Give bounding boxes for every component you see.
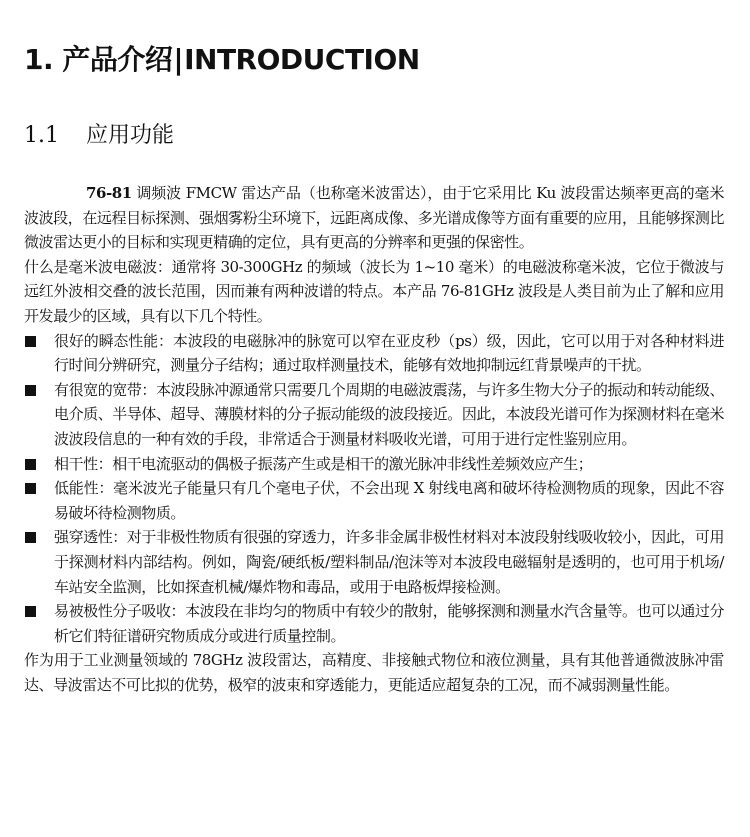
feature-list [24, 329, 724, 649]
feature-text: 低能性：毫米波光子能量只有几个毫电子伏，不会出现 X 射线电离和破坏待检测物质的现象，因此不容易破坏待检测物质。 [54, 479, 724, 522]
section-title: 1. 产品介绍 [24, 43, 173, 76]
section-separator: | [173, 43, 184, 76]
conclusion-paragraph: 作为用于工业测量领域的 78GHz 波段雷达，高精度、非接触式物位和液位测量，具有其他普通微波脉冲雷达、导波雷达不可比拟的优势，极窄的波束和穿透能力，更能适应超复杂的工况，而不减弱测量性能。 [24, 651, 724, 694]
body-content [24, 181, 724, 697]
feature-text: 有很宽的宽带：本波段脉冲源通常只需要几个周期的电磁波震荡，与许多生物大分子的振动和转动能级、电介质、半导体、超导、薄膜材料的分子振动能级的波段接近。因此，本波段光谱可作为探测材料在毫米波波段信息的一种有效的手段，非常适合于测量材料吸收光谱，可用于进行定性鉴别应用。 [54, 380, 724, 448]
subsection-heading [24, 120, 174, 152]
intro-paragraph [24, 181, 724, 255]
intro-text: 调频波 FMCW 雷达产品（也称毫米波雷达），由于它采用比 Ku 波段雷达频率更高的毫米波波段，在远程目标探测、强烟雾粉尘环境下，远距离成像、多光谱成像等方面有重要的应用，且能够探测比微波雷达更小的目标和实现更精确的定位，具有更高的分辨率和更强的保密性。 [24, 184, 724, 252]
list-item [24, 378, 724, 452]
square-bullet-icon [25, 336, 36, 347]
square-bullet-icon [25, 459, 36, 470]
section-title-en: INTRODUCTION [184, 43, 420, 76]
feature-text: 强穿透性：对于非极性物质有很强的穿透力，许多非金属非极性材料对本波段射线吸收较小，因此，可用于探测材料内部结构。例如，陶瓷/硬纸板/塑料制品/泡沫等对本波段电磁辐射是透明的，也可用于机场/车站安全监测，比如探查机械/爆炸物和毒品，或用于电路板焊接检测。 [54, 528, 724, 596]
list-item [24, 525, 724, 599]
list-item [24, 599, 724, 648]
feature-text: 相干性：相干电流驱动的偶极子振荡产生或是相干的激光脉冲非线性差频效应产生； [54, 454, 593, 473]
subsection-title: 应用功能 [86, 123, 175, 148]
list-item [24, 476, 724, 525]
feature-text: 很好的瞬态性能：本波段的电磁脉冲的脉宽可以窄在亚皮秒（ps）级，因此，它可以用于对各种材料进行时间分辨研究，测量分子结构；通过取样测量技术，能够有效地抑制远红背景噪声的干扰。 [54, 331, 724, 375]
list-item [24, 452, 724, 477]
subsection-number: 1.1 [24, 123, 59, 148]
feature-text: 易被极性分子吸收：本波段在非均匀的物质中有较少的散射，能够探测和测量水汽含量等。也可以通过分析它们特征谱研究物质成分或进行质量控制。 [54, 602, 724, 645]
section-heading [24, 40, 420, 80]
square-bullet-icon [25, 532, 36, 543]
square-bullet-icon [25, 606, 36, 617]
definition-paragraph: 什么是毫米波电磁波：通常将 30-300GHz 的频域（波长为 1~10 毫米）的电磁波称毫米波，它位于微波与远红外波相交叠的波长范围，因而兼有两种波谱的特点。本产品 76-81GHz 波段是人类目前为止了解和应用开发最少的区域，具有以下几个特性。 [24, 257, 724, 325]
square-bullet-icon [25, 385, 36, 396]
square-bullet-icon [25, 483, 36, 494]
list-item [24, 329, 724, 378]
intro-lead: 76-81 [86, 184, 132, 202]
